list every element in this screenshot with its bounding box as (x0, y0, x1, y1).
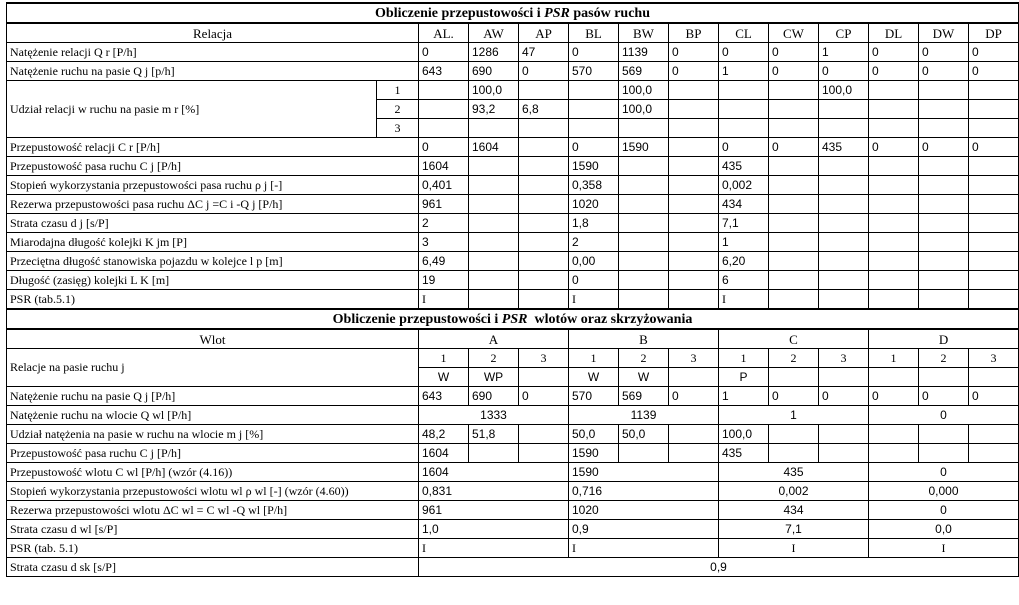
cell (669, 119, 719, 138)
row-label: Natężenie ruchu na wlocie Q wl [P/h] (7, 406, 419, 425)
row-label: Natężenie ruchu na pasie Q j [p/h] (7, 62, 419, 81)
cell (519, 138, 569, 157)
lane-number: 3 (819, 349, 869, 368)
cell (719, 81, 769, 100)
lane-row (7, 195, 1019, 214)
cell (669, 81, 719, 100)
lane-number: 1 (377, 81, 419, 100)
cell: 0 (819, 62, 869, 81)
row-label: Miarodajna długość kolejki K jm [P] (7, 233, 419, 252)
cell (969, 119, 1019, 138)
cell: 0 (519, 62, 569, 81)
cell: 6,49 (419, 252, 469, 271)
lane-number: 3 (519, 349, 569, 368)
cell: 0,716 (569, 482, 719, 501)
table1-title-row (7, 3, 1019, 23)
cell (819, 425, 869, 444)
cell (969, 100, 1019, 119)
cell (419, 100, 469, 119)
cell: 0 (869, 62, 919, 81)
approach-header: C (719, 329, 869, 349)
cell: 0,0 (869, 520, 1019, 539)
lane-number: 2 (377, 100, 419, 119)
lane-number: 2 (469, 349, 519, 368)
cell: 0,002 (719, 176, 769, 195)
cell (769, 81, 819, 100)
cell: 100,0 (619, 81, 669, 100)
table2-header-row (7, 329, 1019, 349)
cell: 0 (969, 387, 1019, 406)
cell: 6,20 (719, 252, 769, 271)
lane-number: 3 (969, 349, 1019, 368)
cell: 569 (619, 62, 669, 81)
approach-header: D (869, 329, 1019, 349)
lane-row (7, 233, 1019, 252)
lane-relation: W (569, 368, 619, 387)
cell: 570 (569, 62, 619, 81)
cell: 100,0 (819, 81, 869, 100)
row-mj (7, 425, 1019, 444)
row-label: Udział relacji w ruchu na pasie m r [%] (7, 81, 377, 138)
cell: 0 (869, 463, 1019, 482)
cell (669, 138, 719, 157)
cell (419, 81, 469, 100)
cell: 961 (419, 195, 469, 214)
cell: 1590 (619, 138, 669, 157)
cell: I (569, 539, 719, 558)
cell: 0 (719, 43, 769, 62)
cell (769, 100, 819, 119)
cell: 0 (419, 43, 469, 62)
cell (919, 100, 969, 119)
cell: 690 (469, 62, 519, 81)
row-label: Strata czasu d j [s/P] (7, 214, 419, 233)
cell: 1,8 (569, 214, 619, 233)
lane-row (7, 157, 1019, 176)
cell: 0,831 (419, 482, 569, 501)
lane-row (7, 271, 1019, 290)
table2-title: Obliczenie przepustowości i PSR wlotów oraz skrzyżowania (7, 309, 1019, 329)
cell: 0 (869, 387, 919, 406)
lane-number-row (7, 349, 1019, 368)
cell (869, 444, 919, 463)
cell: 434 (719, 195, 769, 214)
wlot-header: Wlot (7, 329, 419, 349)
lane-relation (519, 368, 569, 387)
cell: 0,358 (569, 176, 619, 195)
cell: 0 (869, 406, 1019, 425)
row-mr-1 (7, 81, 1019, 100)
cell (719, 100, 769, 119)
row-dsk (7, 558, 1019, 577)
lane-relation (669, 368, 719, 387)
cell: 7,1 (719, 520, 869, 539)
cell: 48,2 (419, 425, 469, 444)
cell: 1590 (569, 157, 619, 176)
lane-row (7, 290, 1019, 310)
cell: 1 (819, 43, 869, 62)
table1-header-row (7, 23, 1019, 43)
cell: 1604 (419, 463, 569, 482)
cell: 1 (719, 62, 769, 81)
table2-title-row (7, 309, 1019, 329)
cell: 1139 (619, 43, 669, 62)
cell: 100,0 (469, 81, 519, 100)
row-label: Przepustowość relacji C r [P/h] (7, 138, 419, 157)
cell (569, 81, 619, 100)
row-dwl (7, 520, 1019, 539)
cell: 0 (969, 43, 1019, 62)
cell: 435 (719, 157, 769, 176)
cell: 0,9 (419, 558, 1019, 577)
lane-row (7, 252, 1019, 271)
col-header: DL (869, 23, 919, 43)
approach-header: B (569, 329, 719, 349)
row-qwl (7, 406, 1019, 425)
cell: 19 (419, 271, 469, 290)
cell: 0 (719, 138, 769, 157)
col-header: CW (769, 23, 819, 43)
cell (519, 81, 569, 100)
lane-number: 1 (869, 349, 919, 368)
cell: 1020 (569, 501, 719, 520)
lane-number: 2 (769, 349, 819, 368)
row-label: Rezerwa przepustowości wlotu ΔC wl = C wl -Q wl [P/h] (7, 501, 419, 520)
cell: 643 (419, 387, 469, 406)
cell: 0,000 (869, 482, 1019, 501)
cell (569, 119, 619, 138)
cell: 0 (919, 62, 969, 81)
cell (669, 425, 719, 444)
cell: 0 (919, 138, 969, 157)
cell: 0 (519, 387, 569, 406)
cell: 0 (569, 43, 619, 62)
row-cj-2 (7, 444, 1019, 463)
col-header: DP (969, 23, 1019, 43)
cell: 0 (669, 62, 719, 81)
cell (969, 425, 1019, 444)
cell: I (719, 539, 869, 558)
cell (669, 100, 719, 119)
cell: 435 (819, 138, 869, 157)
row-label: Przeciętna długość stanowiska pojazdu w kolejce l p [m] (7, 252, 419, 271)
cell: 0,9 (569, 520, 719, 539)
cell (519, 425, 569, 444)
col-header: AP (519, 23, 569, 43)
col-header: CL (719, 23, 769, 43)
cell (819, 100, 869, 119)
lane-row (7, 214, 1019, 233)
cell: 0 (969, 138, 1019, 157)
cell: 1604 (469, 138, 519, 157)
row-label: Strata czasu d sk [s/P] (7, 558, 419, 577)
cell (569, 100, 619, 119)
cell: 7,1 (719, 214, 769, 233)
row-label: Natężenie relacji Q r [P/h] (7, 43, 419, 62)
cell (469, 119, 519, 138)
cell (869, 100, 919, 119)
row-psr-2 (7, 539, 1019, 558)
row-rho-wl (7, 482, 1019, 501)
cell: 0 (769, 43, 819, 62)
cell: 0 (819, 387, 869, 406)
cell (519, 119, 569, 138)
cell: 690 (469, 387, 519, 406)
col-header: DW (919, 23, 969, 43)
cell: 1286 (469, 43, 519, 62)
cell: I (569, 290, 619, 310)
lane-relation: W (619, 368, 669, 387)
cell (619, 119, 669, 138)
cell: 0 (919, 43, 969, 62)
lane-relation (919, 368, 969, 387)
cell: 435 (719, 444, 769, 463)
cell: I (869, 539, 1019, 558)
cell: 50,0 (569, 425, 619, 444)
cell: 1020 (569, 195, 619, 214)
row-label: PSR (tab.5.1) (7, 290, 419, 310)
capacity-table (6, 2, 1019, 577)
cell: 100,0 (719, 425, 769, 444)
relacja-header: Relacja (7, 23, 419, 43)
cell: 47 (519, 43, 569, 62)
row-label: Natężenie ruchu na pasie Q j [P/h] (7, 387, 419, 406)
lane-relation: P (719, 368, 769, 387)
col-header: BL (569, 23, 619, 43)
cell: 435 (719, 463, 869, 482)
lane-number: 1 (719, 349, 769, 368)
cell (869, 119, 919, 138)
row-cwl (7, 463, 1019, 482)
lane-number: 1 (419, 349, 469, 368)
lane-relation (969, 368, 1019, 387)
cell (769, 119, 819, 138)
col-header: AW (469, 23, 519, 43)
approach-header: A (419, 329, 569, 349)
cell: 2 (419, 214, 469, 233)
cell: 0 (869, 501, 1019, 520)
row-qj (7, 62, 1019, 81)
row-label: PSR (tab. 5.1) (7, 539, 419, 558)
lane-number: 2 (919, 349, 969, 368)
row-label: Relacje na pasie ruchu j (7, 349, 419, 387)
row-qr (7, 43, 1019, 62)
row-rezerwa-wl (7, 501, 1019, 520)
cell: 1604 (419, 157, 469, 176)
cell (719, 119, 769, 138)
row-cr (7, 138, 1019, 157)
col-header: BP (669, 23, 719, 43)
cell: 1590 (569, 463, 719, 482)
cell (919, 119, 969, 138)
cell: 1139 (569, 406, 719, 425)
cell: 0,002 (719, 482, 869, 501)
row-label: Długość (zasięg) kolejki L K [m] (7, 271, 419, 290)
cell: 0 (919, 387, 969, 406)
cell: I (719, 290, 769, 310)
col-header: AL. (419, 23, 469, 43)
lane-relation: WP (469, 368, 519, 387)
cell: 1 (719, 233, 769, 252)
cell: 50,0 (619, 425, 669, 444)
cell: 1604 (419, 444, 469, 463)
cell: 1333 (419, 406, 569, 425)
cell: 1 (719, 406, 869, 425)
cell: 643 (419, 62, 469, 81)
cell: 0 (419, 138, 469, 157)
cell: 0 (669, 43, 719, 62)
row-qj-2 (7, 387, 1019, 406)
cell: 0,401 (419, 176, 469, 195)
row-label: Strata czasu d wl [s/P] (7, 520, 419, 539)
cell: 0 (969, 62, 1019, 81)
lane-relation (869, 368, 919, 387)
cell: 6,8 (519, 100, 569, 119)
cell: 0 (569, 138, 619, 157)
lane-relation (819, 368, 869, 387)
cell: 1590 (569, 444, 619, 463)
cell: 2 (569, 233, 619, 252)
cell: 0 (669, 387, 719, 406)
lane-number: 3 (377, 119, 419, 138)
table1-title: Obliczenie przepustowości i PSR pasów ruchu (7, 3, 1019, 23)
cell (969, 81, 1019, 100)
cell: 51,8 (469, 425, 519, 444)
cell: 570 (569, 387, 619, 406)
cell: 1 (719, 387, 769, 406)
cell: 434 (719, 501, 869, 520)
cell (769, 425, 819, 444)
cell: 3 (419, 233, 469, 252)
cell (869, 425, 919, 444)
cell: 961 (419, 501, 569, 520)
row-label: Przepustowość pasa ruchu C j [P/h] (7, 157, 419, 176)
row-label: Stopień wykorzystania przepustowości wlotu wl ρ wl [-] (wzór (4.60)) (7, 482, 419, 501)
cell: 0,00 (569, 252, 619, 271)
lane-number: 3 (669, 349, 719, 368)
cell: 0 (769, 138, 819, 157)
row-label: Przepustowość wlotu C wl [P/h] (wzór (4.16)) (7, 463, 419, 482)
cell: 0 (569, 271, 619, 290)
cell: I (419, 290, 469, 310)
lane-row (7, 176, 1019, 195)
cell (919, 425, 969, 444)
cell (869, 81, 919, 100)
cell: 569 (619, 387, 669, 406)
row-label: Rezerwa przepustowości pasa ruchu ΔC j =C i -Q j [P/h] (7, 195, 419, 214)
row-label: Stopień wykorzystania przepustowości pasa ruchu ρ j [-] (7, 176, 419, 195)
col-header: CP (819, 23, 869, 43)
cell: 100,0 (619, 100, 669, 119)
cell (919, 81, 969, 100)
lane-number: 1 (569, 349, 619, 368)
cell (819, 119, 869, 138)
lane-relation: W (419, 368, 469, 387)
lane-number: 2 (619, 349, 669, 368)
cell: 0 (869, 43, 919, 62)
cell: 0 (769, 387, 819, 406)
lane-relation (769, 368, 819, 387)
cell: 1,0 (419, 520, 569, 539)
cell: 0 (769, 62, 819, 81)
row-label: Udział natężenia na pasie w ruchu na wlocie m j [%] (7, 425, 419, 444)
cell: I (419, 539, 569, 558)
col-header: BW (619, 23, 669, 43)
cell (419, 119, 469, 138)
cell: 0 (869, 138, 919, 157)
row-label: Przepustowość pasa ruchu C j [P/h] (7, 444, 419, 463)
cell: 6 (719, 271, 769, 290)
cell: 93,2 (469, 100, 519, 119)
